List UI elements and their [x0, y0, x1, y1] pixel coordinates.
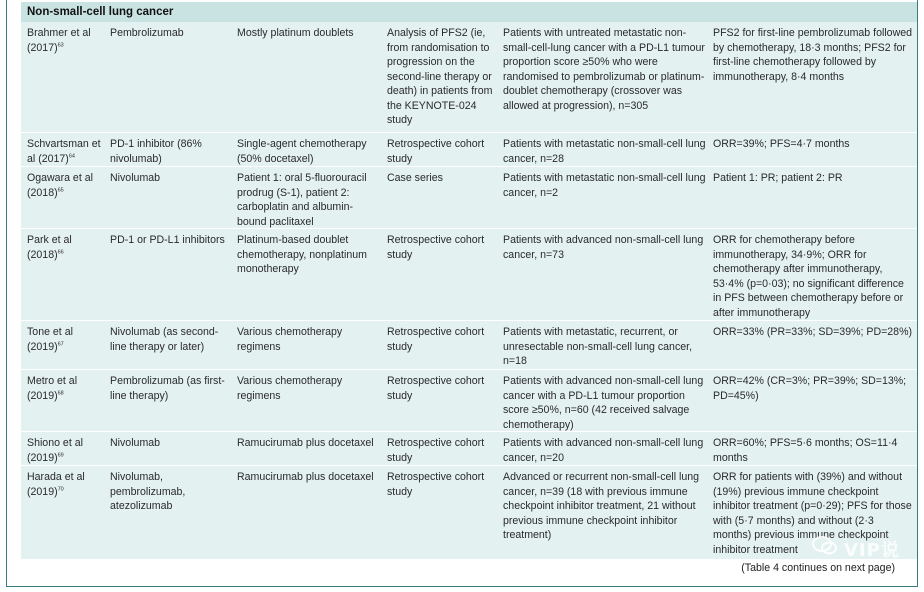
chemo-cell: Ramucirumab plus docetaxel — [237, 437, 374, 449]
chemo-cell: Platinum-based doublet chemotherapy, nonplatinum monotherapy — [237, 234, 367, 275]
study-cell: Shiono et al (2019)$^{69}$ — [27, 437, 83, 464]
table-row — [21, 166, 917, 229]
ici-cell: Nivolumab — [110, 437, 161, 449]
design-cell: Retrospective cohort study — [387, 437, 485, 464]
ici-cell: Pembrolizumab — [110, 27, 184, 39]
watermark — [812, 534, 922, 562]
watermark-text: VIP说 — [844, 540, 900, 561]
table-row — [21, 465, 917, 560]
study-cell: Tone et al (2019)$^{67}$ — [27, 326, 73, 353]
table-row — [21, 320, 917, 370]
chemo-cell: Various chemotherapy regimens — [237, 375, 343, 402]
outcome-cell: PFS2 for first-line pembrolizumab followed by chemotherapy, 18·3 months; PFS2 for first-line chemotherapy followed by immunotherapy, 8·4 months — [713, 27, 913, 83]
population-cell: Patients with untreated metastatic non-small-cell-lung cancer with a PD-L1 tumour proportion score ≥50% who were randomised to pembrolizumab or platinum-doublet chemotherapy (crossover was allowed at progression), n=305 — [503, 27, 705, 112]
table-frame — [6, 0, 918, 587]
outcome-cell: ORR=60%; PFS=5·6 months; OS=11·4 months — [713, 437, 898, 464]
population-cell: Patients with advanced non-small-cell lung cancer, n=20 — [503, 437, 704, 464]
wechat-icon — [812, 536, 838, 556]
ici-cell: Nivolumab — [110, 172, 161, 184]
design-cell: Retrospective cohort study — [387, 471, 485, 498]
chemo-cell: Ramucirumab plus docetaxel — [237, 471, 374, 483]
design-cell: Retrospective cohort study — [387, 326, 485, 353]
outcome-cell: ORR for chemotherapy before immunotherapy, 34·9%; ORR for chemotherapy after immunotherapy, 53·4% (p=0·03); no significant difference in PFS between chemotherapy before or after immunotherapy — [713, 234, 904, 319]
population-cell: Advanced or recurrent non-small-cell lung cancer, n=39 (18 with previous immune checkpoint inhibitor treatment, 21 without previous immune checkpoint inhibitor treatment) — [503, 471, 700, 541]
study-cell: Brahmer et al (2017)$^{63}$ — [27, 27, 91, 54]
design-cell: Analysis of PFS2 (ie, from randomisation to progression on the second-line therapy or death) in patients from the KEYNOTE-024 study — [387, 27, 493, 126]
population-cell: Patients with metastatic non-small-cell lung cancer, n=2 — [503, 172, 706, 199]
chemo-cell: Various chemotherapy regimens — [237, 326, 343, 353]
ici-cell: Nivolumab, pembrolizumab, atezolizumab — [110, 471, 186, 512]
study-cell: Park et al (2018)$^{66}$ — [27, 234, 72, 261]
table-row — [21, 369, 917, 432]
table-body — [21, 2, 917, 559]
chemo-cell: Patient 1: oral 5-fluorouracil prodrug (S-1), patient 2: carboplatin and albumin-bound paclitaxel — [237, 172, 367, 228]
continuation-note: (Table 4 continues on next page) — [741, 562, 895, 574]
study-cell: Ogawara et al (2018)$^{65}$ — [27, 172, 93, 199]
outcome-cell: ORR=33% (PR=33%; SD=39%; PD=28%) — [713, 326, 913, 338]
chemo-cell: Single-agent chemotherapy (50% docetaxel) — [237, 138, 367, 165]
outcome-cell: ORR=42% (CR=3%; PR=39%; SD=13%; PD=45%) — [713, 375, 907, 402]
ici-cell: Pembrolizumab (as first-line therapy) — [110, 375, 225, 402]
ici-cell: PD-1 inhibitor (86% nivolumab) — [110, 138, 202, 165]
population-cell: Patients with metastatic non-small-cell lung cancer, n=28 — [503, 138, 706, 165]
study-cell: Harada et al (2019)$^{70}$ — [27, 471, 85, 498]
design-cell: Retrospective cohort study — [387, 138, 485, 165]
chemo-cell: Mostly platinum doublets — [237, 27, 354, 39]
table-row — [21, 22, 917, 132]
population-cell: Patients with advanced non-small-cell lung cancer, n=73 — [503, 234, 704, 261]
population-cell: Patients with metastatic, recurrent, or unresectable non-small-cell lung cancer, n=18 — [503, 326, 693, 367]
design-cell: Retrospective cohort study — [387, 234, 485, 261]
section-title: Non-small-cell lung cancer — [21, 2, 917, 22]
ici-cell: PD-1 or PD-L1 inhibitors — [110, 234, 225, 246]
table-row — [21, 132, 917, 167]
outcome-cell: ORR for patients with (39%) and without (19%) previous immune checkpoint inhibitor treatment (p=0·29); PFS for those with (5·7 months) and without (2·3 months) previous immune checkpoint inhibitor treatment — [713, 471, 912, 556]
ici-cell: Nivolumab (as second-line therapy or later) — [110, 326, 219, 353]
design-cell: Retrospective cohort study — [387, 375, 485, 402]
table-row — [21, 431, 917, 466]
study-cell: Schvartsman et al (2017)$^{64}$ — [27, 138, 101, 165]
outcome-cell: Patient 1: PR; patient 2: PR — [713, 172, 843, 184]
population-cell: Patients with advanced non-small-cell lung cancer with a PD-L1 tumour proportion score ≥50%, n=60 (42 received salvage chemotherapy) — [503, 375, 704, 431]
design-cell: Case series — [387, 172, 443, 184]
table-row — [21, 228, 917, 321]
outcome-cell: ORR=39%; PFS=4·7 months — [713, 138, 850, 150]
study-cell: Metro et al (2019)$^{68}$ — [27, 375, 78, 402]
